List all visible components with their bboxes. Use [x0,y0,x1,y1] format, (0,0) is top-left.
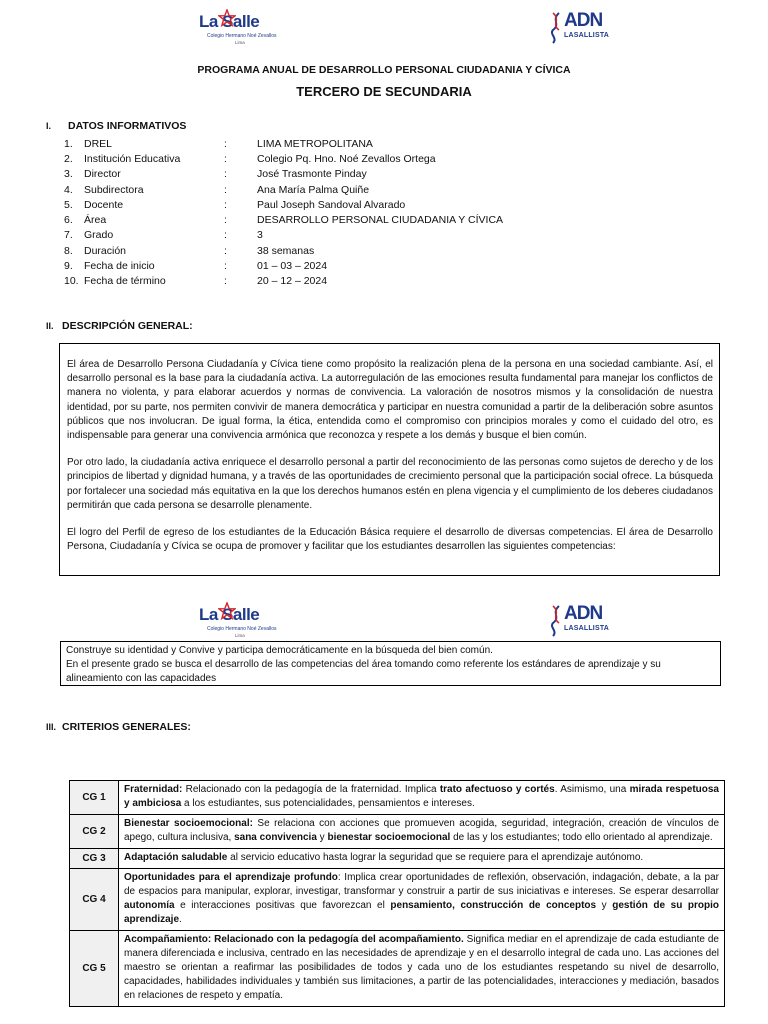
criteria-row [70,849,725,869]
criteria-emphasis: sana convivencia [234,832,317,843]
continuation-line: Construye su identidad y Convive y participa democráticamente en la búsqueda del bien común. [66,645,493,656]
info-separator: : [224,137,227,150]
criteria-row [70,869,725,931]
info-separator: : [224,183,227,196]
info-number: 4. [64,183,73,196]
criteria-text: . Asimismo, una [554,784,630,795]
criteria-description [119,869,725,931]
criteria-text: . [179,914,182,925]
star-icon [218,602,236,620]
criteria-description [119,931,725,1007]
adn-subtitle: LASALLISTA [564,625,610,632]
criteria-emphasis: pensamiento, construcción de conceptos [390,900,597,911]
section-number: II. [46,321,54,331]
info-number: 6. [64,214,73,227]
info-number: 1. [64,137,73,150]
lasalle-city: Lima [235,633,245,638]
info-separator: : [224,244,227,257]
section-number: III. [46,722,57,732]
info-value: DESARROLLO PERSONAL CIUDADANIA Y CÍVICA [257,214,504,227]
info-key: Fecha de término [84,275,166,288]
criteria-code: CG 3 [70,849,119,869]
criteria-code: CG 4 [70,869,119,931]
info-separator: : [224,152,227,165]
info-key: Fecha de inicio [84,260,155,273]
criteria-code: CG 2 [70,815,119,849]
info-key: DREL [84,137,113,150]
document-title: PROGRAMA ANUAL DE DESARROLLO PERSONAL CIUDADANIA Y CÍVICA [197,64,571,76]
document-subtitle: TERCERO DE SECUNDARIA [296,84,472,99]
info-value: Ana María Palma Quiñe [257,183,370,196]
criteria-emphasis: gestión de su propio aprendizaje [124,900,719,925]
info-separator: : [224,198,227,211]
info-row [64,274,584,289]
criteria-text: al servicio educativo hasta lograr la seguridad que se requiere para el aprendizaje autónomo. [227,852,644,863]
criteria-emphasis: bienestar socioemocional [327,832,451,843]
lasalle-wordmark: La Salle [199,12,260,31]
section-heading-datos [46,120,186,132]
description-paragraph: El logro del Perfil de egreso de los estudiantes de la Educación Básica requiere el desarrollo de diversas competencias. El área de Desarrollo Persona, Ciudadanía y Cívica se ocupa de promover y facilitar que los estudiantes desarrollen las siguientes competencias: [67,527,713,553]
info-key: Docente [84,198,124,211]
info-number: 2. [64,152,73,165]
info-row [64,258,584,273]
continuation-line: En el presente grado se busca el desarrollo de las competencias del área tomando como referente los estándares de aprendizaje y su alineamiento con las capacidades [66,659,661,684]
info-separator: : [224,168,227,181]
criteria-code: CG 5 [70,931,119,1007]
criteria-text: a los estudiantes, sus potencialidades, pensamientos e intereses. [181,798,475,809]
description-paragraph: El área de Desarrollo Persona Ciudadanía y Cívica tiene como propósito la realización plena de la persona en una sociedad cambiante. Así, el desarrollo personal es la base para la ciudadanía activa. La autorregulación de las emociones resulta fundamental para manejar los conflictos de manera no violenta, y para elaborar acuerdos y normas de convivencia. La valoración de nosotros mismos y la consolidación de nuestra identidad, por su parte, nos permiten convivir de manera democrática y participar en nuestra comunidad a partir de la deliberación sobre asuntos públicos que nos involucran. De igual forma, la ética, entendida como el compromiso con principios morales y como el cuidado del otro, es indispensable para generar una convivencia armónica que reconozca y respete a los demás y busque el bien común. [67,359,713,442]
criteria-emphasis: Adaptación saludable [124,852,228,863]
adn-subtitle: LASALLISTA [564,32,610,39]
lasalle-wordmark: La Salle [199,605,260,624]
info-separator: : [224,275,227,288]
criteria-text: y [316,832,328,843]
criteria-text: Significa mediar en el aprendizaje de cada estudiante de manera diferenciada e inclusiva, centrado en las necesidades de aprendizaje y en el desarrollo integral de cada uno. Las acciones del maestro se orientan a reafirmar las posibilidades de todos y cada uno de los estudiantes respetando su nivel de desarrollo, capacidades, habilidades individuales y también sus limitaciones, a partir de las potencialidades, interacciones y mediación, basados en relaciones de respeto y empatía. [124,934,719,1001]
criteria-description [119,781,725,815]
section-title: DATOS INFORMATIVOS [68,120,187,132]
info-number: 10. [64,275,79,288]
info-row [64,151,584,166]
info-value: 01 – 03 – 2024 [257,260,328,273]
adn-logo [548,10,612,50]
criteria-code: CG 1 [70,781,119,815]
section-number: I. [46,121,52,131]
criteria-emphasis: autonomía [124,900,175,911]
info-row [64,167,584,182]
adn-wordmark: ADN [564,603,603,624]
info-row [64,136,584,151]
info-number: 5. [64,198,73,211]
info-separator: : [224,229,227,242]
description-paragraph: Por otro lado, la ciudadanía activa enriquece el desarrollo personal a partir del reconocimiento de las personas como sujetos de derecho y de los principios de libertad y dignidad humana, y a través de las oportunidades de crecimiento personal que la participación social ofrece. La búsqueda por fortalecer una sociedad más equitativa en la que los derechos humanos estén en plena vigencia y el cumplimiento de los deberes ciudadanos permitirán que cada persona se desarrolle plenamente. [67,457,713,511]
section-title: CRITERIOS GENERALES: [62,721,191,733]
lasalle-logo [199,603,281,643]
info-value: 38 semanas [257,244,315,257]
lasalle-logo [199,10,281,50]
info-key: Duración [84,244,127,257]
info-row [64,228,584,243]
adn-logo [548,603,612,643]
criteria-description [119,849,725,869]
lasalle-city: Lima [235,40,245,45]
info-row [64,212,584,227]
info-row [64,243,584,258]
lasalle-subtitle: Colegio Hermano Noé Zevallos [207,33,277,39]
criteria-row [70,781,725,815]
criteria-emphasis: Acompañamiento: Relacionado con la pedagogía del acompañamiento. [124,934,464,945]
criteria-emphasis: trato afectuoso y cortés [439,784,555,795]
info-number: 8. [64,244,73,257]
criteria-description [119,815,725,849]
dna-icon [550,12,562,44]
info-number: 7. [64,229,73,242]
criteria-emphasis: Fraternidad: [124,784,183,795]
header-logos [0,10,768,54]
info-value: 3 [257,229,263,242]
criteria-text: y [596,900,613,911]
criteria-table-body [70,781,725,1007]
criteria-text: de las y los estudiantes; todo ello orientado al aprendizaje. [450,832,713,843]
criteria-text: : Implica crear oportunidades de reflexión, observación, indagación, debate, a la par de espacios para manipular, explorar, investigar, transformar y construir a partir de sus iniciativas e intereses. Se esperar desarrollar [124,872,719,897]
info-key: Institución Educativa [84,152,181,165]
info-key: Director [84,168,121,181]
criteria-row [70,815,725,849]
info-row [64,182,584,197]
info-value: 20 – 12 – 2024 [257,275,328,288]
continuation-box [60,641,721,686]
info-value: Colegio Pq. Hno. Noé Zevallos Ortega [257,152,436,165]
criteria-emphasis: mirada respetuosa y ambiciosa [124,784,719,809]
description-box [59,343,720,576]
info-value: José Trasmonte Pinday [257,168,367,181]
star-icon [218,9,236,27]
criteria-row [70,931,725,1007]
info-value: LIMA METROPOLITANA [257,137,373,150]
criteria-table [69,780,725,1007]
info-key: Área [84,214,107,227]
info-list [64,136,584,289]
info-key: Grado [84,229,114,242]
section-title: DESCRIPCIÓN GENERAL: [62,320,193,332]
criteria-emphasis: Oportunidades para el aprendizaje profundo [124,872,338,883]
section-heading-descripcion [46,320,193,332]
info-number: 3. [64,168,73,181]
info-value: Paul Joseph Sandoval Alvarado [257,198,406,211]
adn-wordmark: ADN [564,10,603,31]
info-row [64,197,584,212]
criteria-text: Se relaciona con acciones que promueven acogida, seguridad, integración, creación de vínculos de apego, cultura inclusiva, [124,818,720,843]
criteria-text: Relacionado con la pedagogía de la fraternidad. Implica [182,784,440,795]
section-heading-criterios [46,721,191,733]
criteria-emphasis: Bienestar socioemocional: [124,818,253,829]
info-separator: : [224,214,227,227]
info-key: Subdirectora [84,183,144,196]
criteria-text: e interacciones positivas que favorezcan el [174,900,391,911]
lasalle-subtitle: Colegio Hermano Noé Zevallos [207,626,277,632]
info-number: 9. [64,260,73,273]
dna-icon [550,605,562,637]
info-separator: : [224,260,227,273]
